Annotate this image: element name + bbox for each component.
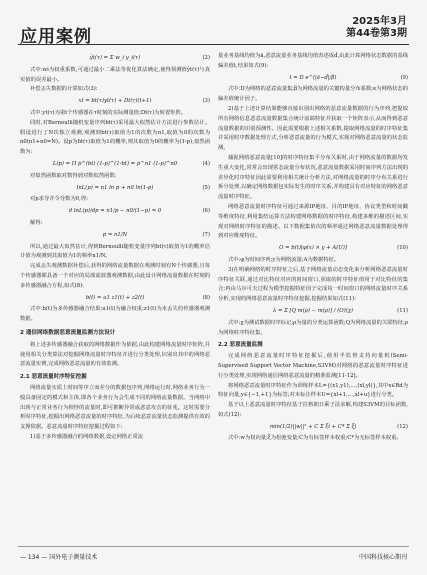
issue-volume: 第44卷第3期 bbox=[346, 28, 407, 39]
issue-info bbox=[346, 16, 407, 40]
paragraph: 式中:φ为时间序列;y为网络流量;A为数据特征。 bbox=[228, 256, 340, 263]
right-column bbox=[218, 52, 408, 444]
paragraph: 式中:w为权向量;ξ为松弛变量;C为有标签样本权重;C*为无标签样本权重。 bbox=[228, 435, 402, 442]
equation-4: L(p) = Π p^(bt) (1-p)^(1-bt) = p^n1 (1-p)^n0 (4) bbox=[52, 160, 210, 167]
equation-9: t = D e^(|ā−d̄|/β) (9) bbox=[289, 74, 408, 81]
equation-10: O = b(t)[φ(x) × y + A(U)] (10) bbox=[279, 245, 408, 252]
paragraph: 完成丢失观测数据补偿后,获得的网络流量数据在观测时刻有N个传感器,且每个传感器都具备一个对应的局部滤波器观测数据,由此设计网络流量数据在时刻的多传感器融合方程,如式(8): bbox=[20, 263, 210, 289]
equation-2: ŷt(τ) = Σ w_i y_i(τ) (2) bbox=[89, 55, 210, 61]
subsection-heading: 2.2 恶意流量监测 bbox=[218, 342, 263, 349]
paragraph: 式中:b(t)为多传感器融合结果;u1(t)为融合权重;z1(t)为未丢失的传感器观测数据。 bbox=[20, 306, 210, 323]
equation-3: xt = bt(τ)yt(τ) + Dt(τ)(t+1) (3) bbox=[78, 98, 210, 105]
paragraph: 式中:D为网络的恶意流量集;β为网络流量的关键构量分布系数;e为网络状态的偏差值统计因子。 bbox=[218, 86, 409, 103]
section-title: 应用案例 bbox=[20, 27, 92, 47]
paragraph: 3)在明确网络的时序特征之后,基于网络流量动态变化来分析网络恶意流量时序特征关联,通过对比特征对应的时间窗口,获取的时序特征值用于对比特征的集合;再由马尔可夫过程为模型挖掘特征因子完成每一时间窗口的网络流量时序关系分析,实现的网络恶意流量时序特征挖掘,挖掘结果如式(11): bbox=[218, 266, 408, 303]
left-column bbox=[20, 52, 210, 443]
footer-right: 中国科技核心期刊 bbox=[358, 554, 407, 561]
issue-date: 2025年3月 bbox=[352, 16, 407, 27]
paragraph: 网络恶意流量时序特征可通过来源IP地址、目的IP地址、协议类型和时间戳等维度特征,利用集结运算方法构建网络数据的时序特征,构建多维的描述区间,实现对网络时序特征的描述。以下数据集依次的频率通过网络恶意流量数据处理得到对应维度特征。 bbox=[218, 203, 408, 240]
page-number: — 134 — bbox=[20, 554, 48, 561]
section-heading: 2 通信网络数据恶意流量监测方法设计 bbox=[20, 329, 116, 336]
equation-5: lnL(p) = n1 ln p + n0 ln(1-p) (5) bbox=[76, 184, 210, 191]
paragraph: 将网络恶意流量时序特征作为训练样本L={(x1,y1),…,(xl,yl)},其中x∈Rd为特征向量,y∈{−1,+1}为标签;对未标注样本U={xl+1,…,xl+u}进行分类。 bbox=[218, 382, 408, 399]
paragraph: 网络流量实质上时间等序立而差分的数据包序列,网络运行时,网络业务行为一般具备固定的模式和主体,即各个业务行为会生成不同的网络流量数据。当网络中出现与正常业务行为相悖的流量时,即可推断异常或恶意攻击的征兆。这时需要分析时序特征,挖掘出网络恶意流量的时序特征,为后续恶意流量状态监测提供有效的支撑依据。恶意流量时序特征挖掘过程如下: bbox=[20, 384, 210, 431]
equation-12: min(1/2)||w||² + C Σ ξi + C* Σ ξj (12) bbox=[269, 423, 408, 430]
equation-6: d lnL(p)/dp = n1/p − n0/(1−p) = 0 (6) bbox=[68, 208, 210, 215]
paragraph: 捕捉网络恶意流量[10]的时序特征集平分布关系时,由于网络流量的数据均发生重大变化,常常会出现常态流量分布状况,恶意流量数据采用时间序列方法出现的差异化时序特征因此需要利用相关统计分析方法,对网络流量的时序分布关系进行拆分处理,以确定网络数据包实际发生的时序关系,并构建具有对应特征的网络恶意流量时序特征。 bbox=[218, 154, 408, 201]
equation-11: λ = Σ [Q m(ρ) − m(ρ)] / (O)(χ) (11) bbox=[272, 307, 408, 314]
paragraph: 量业务基线均值为ā,恶意流量业务基线均值表述成d̄,由此计算网络状态数据的基线偏差值t,结果如式(9): bbox=[218, 53, 409, 69]
paragraph: 1)基于多传感器融合的网络数据,设定网络正常流 bbox=[30, 433, 144, 440]
paragraph: 2)基于上述计算结果能够直接识别出网络的恶意流量数据的行为序列,把提取所有网络信息恶意流量数据集合统计前端特征并获取一个矩阵表示,从而得到恶意流量数据的识别预测性。因此需要根据上述相关系数,提取网络流量的时序特征集并采用时序数据处理方式,分析恶意流量的行为模式,实现对网络恶意流量的状态监测。 bbox=[218, 105, 408, 152]
footer-left bbox=[20, 552, 97, 561]
equation-7: p = n1/N (7) bbox=[102, 231, 210, 238]
paragraph: 基于以上恶意流量时序特征基于拉格朗日乘子法求解,构建S3VM的目标函数,如式(12): bbox=[218, 402, 408, 418]
equation-8: b(t) = u1 z1(t) + z2(t) (8) bbox=[85, 294, 210, 301]
paragraph: 式中:χ为测试数据时序标记;ρ为量的分类运算函数;Q为网络流量的关联特征;ρ为网络时序特征集。 bbox=[218, 319, 408, 336]
journal-name: 国外电子测量技术 bbox=[49, 554, 98, 561]
paragraph: 式中:wi为权重系数,可通过最小二乘法等优化算法确定,使得预测值ŷt(τ)与真实值的误差最小。 bbox=[20, 66, 210, 83]
header-divider bbox=[18, 44, 409, 45]
footer-divider bbox=[18, 546, 409, 547]
paragraph: 补偿丢失数据的计算如式(3): bbox=[30, 86, 98, 93]
paragraph: 对p求导并令导数为0,得: bbox=[30, 196, 88, 203]
paragraph: 完成网络恶意流量时序特征挖掘后,使用半监督支持向量机(Semi-Supervised Support Vector Machine,S3VM)对网络的恶意流量时序特征进行分类处理,实现网络通信网络恶意流量的精准监测[11-12]。 bbox=[218, 353, 408, 379]
paragraph: 对似然函数取对数得到对数似然函数: bbox=[30, 172, 117, 179]
subsection-heading: 2.1 恶意流量时序特征挖掘 bbox=[20, 374, 87, 381]
paragraph: 所以,通过最大似然估计,得到Bernoulli随机变量序列bt(τ)取值为1的概率估计值为观测到其取值为1的频率n1/N。 bbox=[20, 243, 210, 260]
paragraph: 将上述多传感器融合获取的网络数据作为依据,由此构建网络流量时序矩阵,并使用相关分类算法对挖掘网络流量时序特征并进行分类处理,识别出其中的网络恶意流量实例,完成网络恶意流量的有效监测。 bbox=[20, 341, 210, 368]
paragraph: 式中:yt(τ)为第t个传感器在τ时刻的实际测量值;Dt(τ)为转置矩阵。 bbox=[30, 109, 187, 116]
paragraph: 解得: bbox=[30, 219, 43, 226]
paragraph: 同时,对Bernoulli随机变量序列bt(τ)采用最大似然估计方法进行参数估计。假设进行了N次独立观测,观测到bt(τ)取值为1的次数为n1,取值为0的次数为n0(n1+n0=N)。设p为bt(τ)取值为1的概率,则其取值为0的概率为(1-p),似然函数为: bbox=[20, 119, 210, 156]
